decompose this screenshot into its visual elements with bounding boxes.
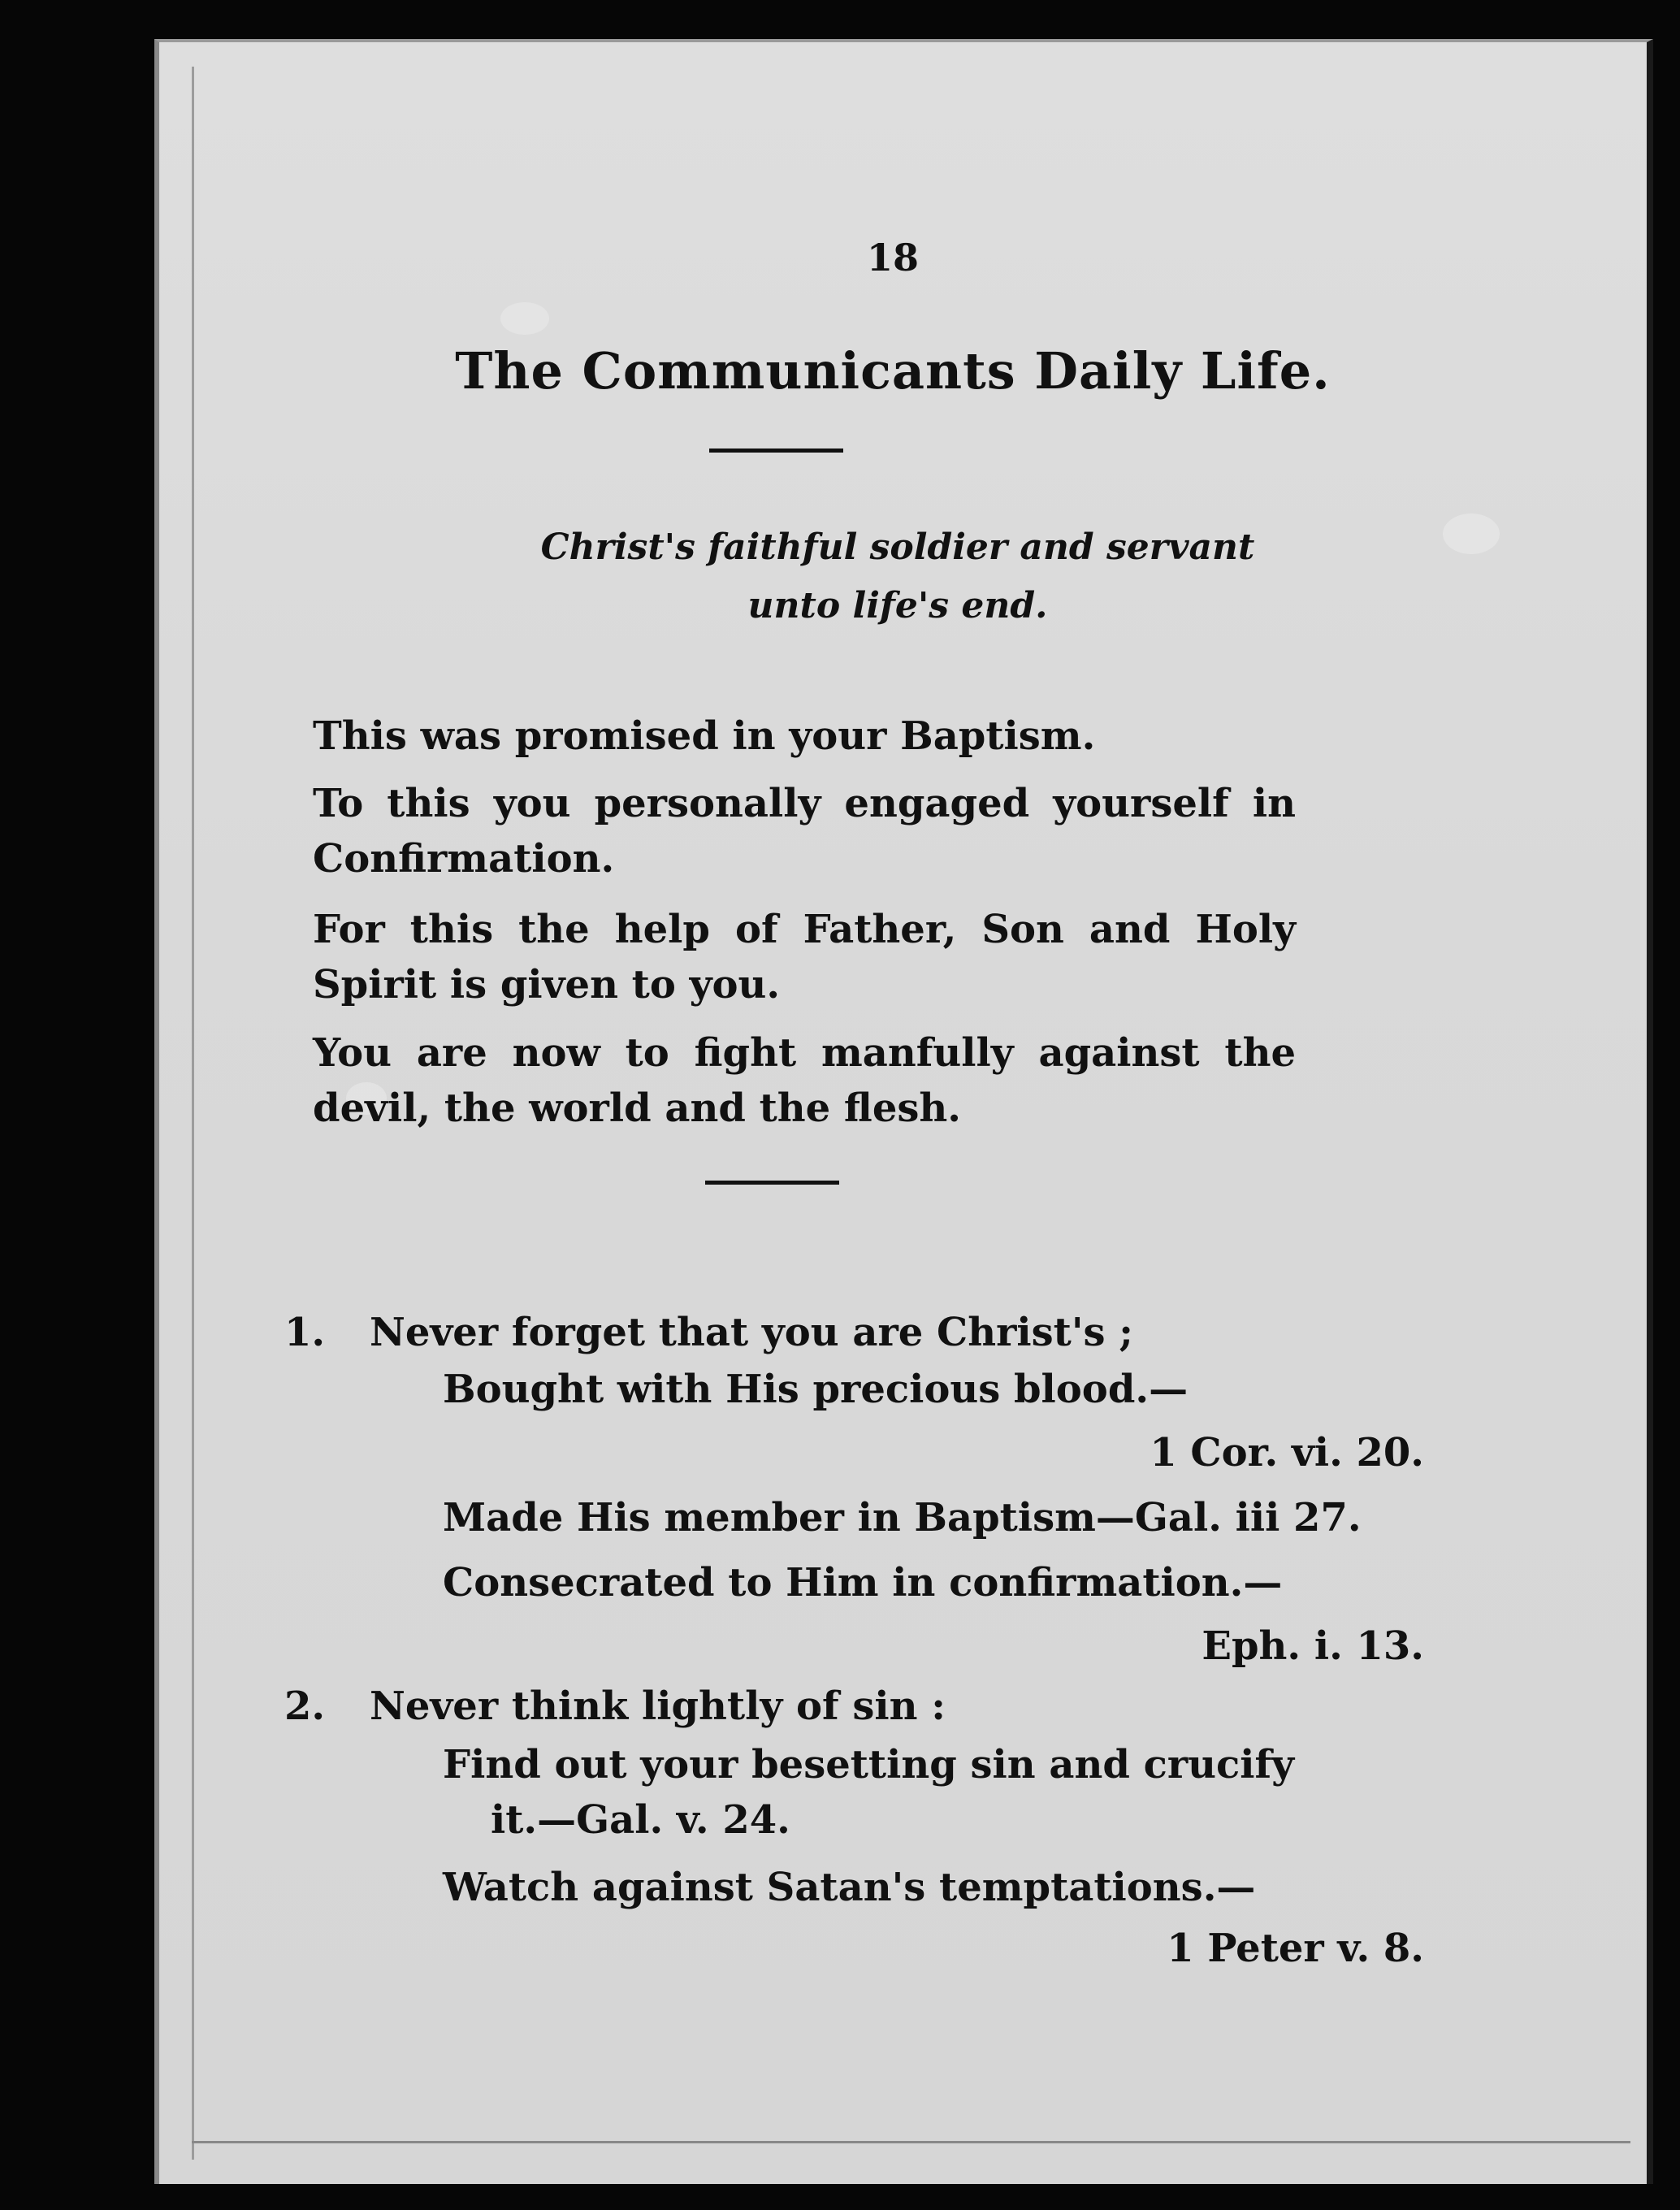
paragraph-text: This was promised in your Baptism. xyxy=(313,713,1096,759)
paper-stain xyxy=(500,302,549,335)
epigraph-line-1: Christ's faithful soldier and servant xyxy=(540,526,1255,568)
epigraph-line-2: unto life's end. xyxy=(747,585,1048,626)
point-heading: Never think lightly of sin : xyxy=(370,1684,946,1729)
scripture-reference: 1 Peter v. 8. xyxy=(1167,1926,1424,1971)
page-bottom-rule xyxy=(192,2141,1630,2143)
paragraph-text: You are now to fight manfully against the devil, the world and the flesh. xyxy=(313,1030,1296,1131)
point-heading: Never forget that you are Christ's ; xyxy=(370,1310,1133,1355)
page-number: 18 xyxy=(866,236,919,280)
intro-paragraph xyxy=(268,902,1296,1012)
point-line: Watch against Satan's temptations.— xyxy=(443,1865,1256,1910)
page-title: The Communicants Daily Life. xyxy=(455,341,1331,401)
point-line: Find out your besetting sin and crucify xyxy=(443,1742,1295,1788)
intro-paragraph xyxy=(268,1025,1296,1136)
scripture-reference: Eph. i. 13. xyxy=(1202,1623,1424,1669)
section-divider xyxy=(705,1181,839,1185)
point-line: it.—Gal. v. 24. xyxy=(491,1797,790,1843)
paragraph-text: To this you personally engaged yourself in Confirmation. xyxy=(313,781,1296,882)
paragraph-text: For this the help of Father, Son and Holy Spirit is given to you. xyxy=(313,907,1296,1008)
point-line: Bought with His precious blood.— xyxy=(443,1367,1189,1412)
point-number: 2. xyxy=(284,1684,326,1729)
intro-paragraph xyxy=(268,776,1296,886)
point-number: 1. xyxy=(284,1310,326,1355)
title-divider xyxy=(709,448,843,453)
point-line: Made His member in Baptism—Gal. iii 27. xyxy=(443,1495,1362,1540)
scripture-reference: 1 Cor. vi. 20. xyxy=(1150,1430,1424,1476)
intro-paragraph xyxy=(268,708,1296,764)
point-line: Consecrated to Him in confirmation.— xyxy=(443,1560,1283,1606)
